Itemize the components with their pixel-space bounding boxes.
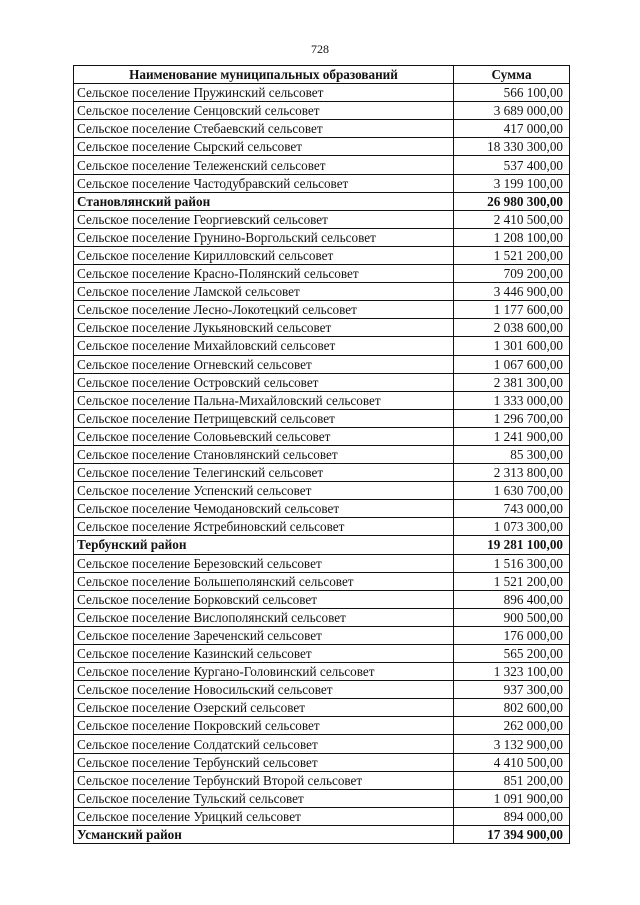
settlement-name: Сельское поселение Лукьяновский сельсовет — [74, 319, 454, 337]
settlement-sum: 1 630 700,00 — [454, 482, 570, 500]
table-row — [74, 409, 570, 427]
table-row — [74, 572, 570, 590]
settlement-name: Сельское поселение Сенцовский сельсовет — [74, 102, 454, 120]
settlement-name: Сельское поселение Михайловский сельсовет — [74, 337, 454, 355]
settlement-sum: 18 330 300,00 — [454, 138, 570, 156]
settlement-name: Сельское поселение Новосильский сельсовет — [74, 681, 454, 699]
settlement-sum: 3 446 900,00 — [454, 283, 570, 301]
table-row — [74, 645, 570, 663]
settlement-sum: 1 521 200,00 — [454, 572, 570, 590]
settlement-sum: 1 521 200,00 — [454, 246, 570, 264]
settlement-name: Сельское поселение Борковский сельсовет — [74, 590, 454, 608]
settlement-name: Сельское поселение Успенский сельсовет — [74, 482, 454, 500]
settlement-name: Сельское поселение Тербунский Второй сельсовет — [74, 771, 454, 789]
table-row — [74, 337, 570, 355]
settlement-name: Сельское поселение Частодубравский сельсовет — [74, 174, 454, 192]
settlement-name: Сельское поселение Большеполянский сельсовет — [74, 572, 454, 590]
settlement-sum: 900 500,00 — [454, 608, 570, 626]
settlement-name: Сельское поселение Чемодановский сельсовет — [74, 500, 454, 518]
table-row — [74, 626, 570, 644]
table-header — [74, 66, 570, 84]
settlement-sum: 85 300,00 — [454, 445, 570, 463]
settlement-name: Сельское поселение Урицкий сельсовет — [74, 807, 454, 825]
settlement-sum: 566 100,00 — [454, 84, 570, 102]
table-row — [74, 735, 570, 753]
settlement-sum: 3 199 100,00 — [454, 174, 570, 192]
settlement-name: Сельское поселение Пальна-Михайловский сельсовет — [74, 391, 454, 409]
settlement-name: Сельское поселение Соловьевский сельсовет — [74, 427, 454, 445]
table-row — [74, 464, 570, 482]
table-row — [74, 445, 570, 463]
settlement-sum: 802 600,00 — [454, 699, 570, 717]
table-row — [74, 373, 570, 391]
settlement-sum: 1 241 900,00 — [454, 427, 570, 445]
table-row — [74, 554, 570, 572]
settlement-sum: 2 313 800,00 — [454, 464, 570, 482]
table-row — [74, 156, 570, 174]
settlement-sum: 3 132 900,00 — [454, 735, 570, 753]
table-row — [74, 210, 570, 228]
settlement-name: Сельское поселение Островский сельсовет — [74, 373, 454, 391]
table-body — [74, 84, 570, 844]
table-row — [74, 355, 570, 373]
table-row — [74, 608, 570, 626]
header-name: Наименование муниципальных образований — [74, 66, 454, 84]
settlement-sum: 896 400,00 — [454, 590, 570, 608]
table-row — [74, 699, 570, 717]
settlement-name: Сельское поселение Покровский сельсовет — [74, 717, 454, 735]
settlement-name: Сельское поселение Пружинский сельсовет — [74, 84, 454, 102]
table-row — [74, 301, 570, 319]
settlement-name: Сельское поселение Казинский сельсовет — [74, 645, 454, 663]
settlement-sum: 4 410 500,00 — [454, 753, 570, 771]
settlement-name: Сельское поселение Кирилловский сельсовет — [74, 246, 454, 264]
settlement-sum: 1 073 300,00 — [454, 518, 570, 536]
header-sum: Сумма — [454, 66, 570, 84]
district-name: Усманский район — [74, 825, 454, 843]
district-sum: 19 281 100,00 — [454, 536, 570, 554]
budget-table — [73, 65, 570, 844]
district-total-row — [74, 536, 570, 554]
settlement-name: Сельское поселение Красно-Полянский сельсовет — [74, 265, 454, 283]
table-row — [74, 518, 570, 536]
settlement-name: Сельское поселение Озерский сельсовет — [74, 699, 454, 717]
settlement-name: Сельское поселение Стебаевский сельсовет — [74, 120, 454, 138]
table-row — [74, 84, 570, 102]
settlement-sum: 851 200,00 — [454, 771, 570, 789]
table-row — [74, 246, 570, 264]
settlement-sum: 1 296 700,00 — [454, 409, 570, 427]
settlement-sum: 1 177 600,00 — [454, 301, 570, 319]
settlement-name: Сельское поселение Огневский сельсовет — [74, 355, 454, 373]
table-row — [74, 663, 570, 681]
table-row — [74, 500, 570, 518]
settlement-name: Сельское поселение Сырский сельсовет — [74, 138, 454, 156]
settlement-sum: 1 333 000,00 — [454, 391, 570, 409]
table-row — [74, 753, 570, 771]
settlement-sum: 1 091 900,00 — [454, 789, 570, 807]
settlement-sum: 2 410 500,00 — [454, 210, 570, 228]
settlement-sum: 937 300,00 — [454, 681, 570, 699]
settlement-name: Сельское поселение Лесно-Локотецкий сельсовет — [74, 301, 454, 319]
settlement-sum: 262 000,00 — [454, 717, 570, 735]
table-row — [74, 482, 570, 500]
settlement-sum: 709 200,00 — [454, 265, 570, 283]
district-name: Тербунский район — [74, 536, 454, 554]
table-row — [74, 590, 570, 608]
settlement-sum: 537 400,00 — [454, 156, 570, 174]
district-total-row — [74, 825, 570, 843]
settlement-name: Сельское поселение Вислополянский сельсовет — [74, 608, 454, 626]
settlement-sum: 176 000,00 — [454, 626, 570, 644]
settlement-name: Сельское поселение Георгиевский сельсовет — [74, 210, 454, 228]
table-row — [74, 391, 570, 409]
settlement-sum: 3 689 000,00 — [454, 102, 570, 120]
table-row — [74, 120, 570, 138]
table-row — [74, 681, 570, 699]
district-sum: 17 394 900,00 — [454, 825, 570, 843]
table-row — [74, 427, 570, 445]
settlement-name: Сельское поселение Кургано-Головинский сельсовет — [74, 663, 454, 681]
settlement-sum: 2 038 600,00 — [454, 319, 570, 337]
settlement-sum: 894 000,00 — [454, 807, 570, 825]
settlement-sum: 565 200,00 — [454, 645, 570, 663]
settlement-sum: 743 000,00 — [454, 500, 570, 518]
settlement-sum: 1 208 100,00 — [454, 228, 570, 246]
settlement-name: Сельское поселение Ястребиновский сельсовет — [74, 518, 454, 536]
settlement-name: Сельское поселение Петрищевский сельсовет — [74, 409, 454, 427]
page-number: 728 — [311, 42, 329, 56]
table-row — [74, 319, 570, 337]
settlement-name: Сельское поселение Зареченский сельсовет — [74, 626, 454, 644]
district-sum: 26 980 300,00 — [454, 192, 570, 210]
settlement-name: Сельское поселение Становлянский сельсовет — [74, 445, 454, 463]
settlement-name: Сельское поселение Березовский сельсовет — [74, 554, 454, 572]
table-row — [74, 265, 570, 283]
settlement-sum: 417 000,00 — [454, 120, 570, 138]
district-name: Становлянский район — [74, 192, 454, 210]
table-row — [74, 174, 570, 192]
table-row — [74, 807, 570, 825]
settlement-sum: 2 381 300,00 — [454, 373, 570, 391]
table-row — [74, 771, 570, 789]
settlement-sum: 1 323 100,00 — [454, 663, 570, 681]
settlement-name: Сельское поселение Тульский сельсовет — [74, 789, 454, 807]
settlement-sum: 1 516 300,00 — [454, 554, 570, 572]
table-row — [74, 102, 570, 120]
settlement-sum: 1 301 600,00 — [454, 337, 570, 355]
table-row — [74, 717, 570, 735]
table-row — [74, 138, 570, 156]
settlement-name: Сельское поселение Солдатский сельсовет — [74, 735, 454, 753]
header-row — [74, 66, 570, 84]
settlement-sum: 1 067 600,00 — [454, 355, 570, 373]
settlement-name: Сельское поселение Тележенский сельсовет — [74, 156, 454, 174]
table-row — [74, 283, 570, 301]
settlement-name: Сельское поселение Ламской сельсовет — [74, 283, 454, 301]
settlement-name: Сельское поселение Телегинский сельсовет — [74, 464, 454, 482]
table-row — [74, 789, 570, 807]
settlement-name: Сельское поселение Тербунский сельсовет — [74, 753, 454, 771]
table-row — [74, 228, 570, 246]
district-total-row — [74, 192, 570, 210]
settlement-name: Сельское поселение Грунино-Воргольский сельсовет — [74, 228, 454, 246]
